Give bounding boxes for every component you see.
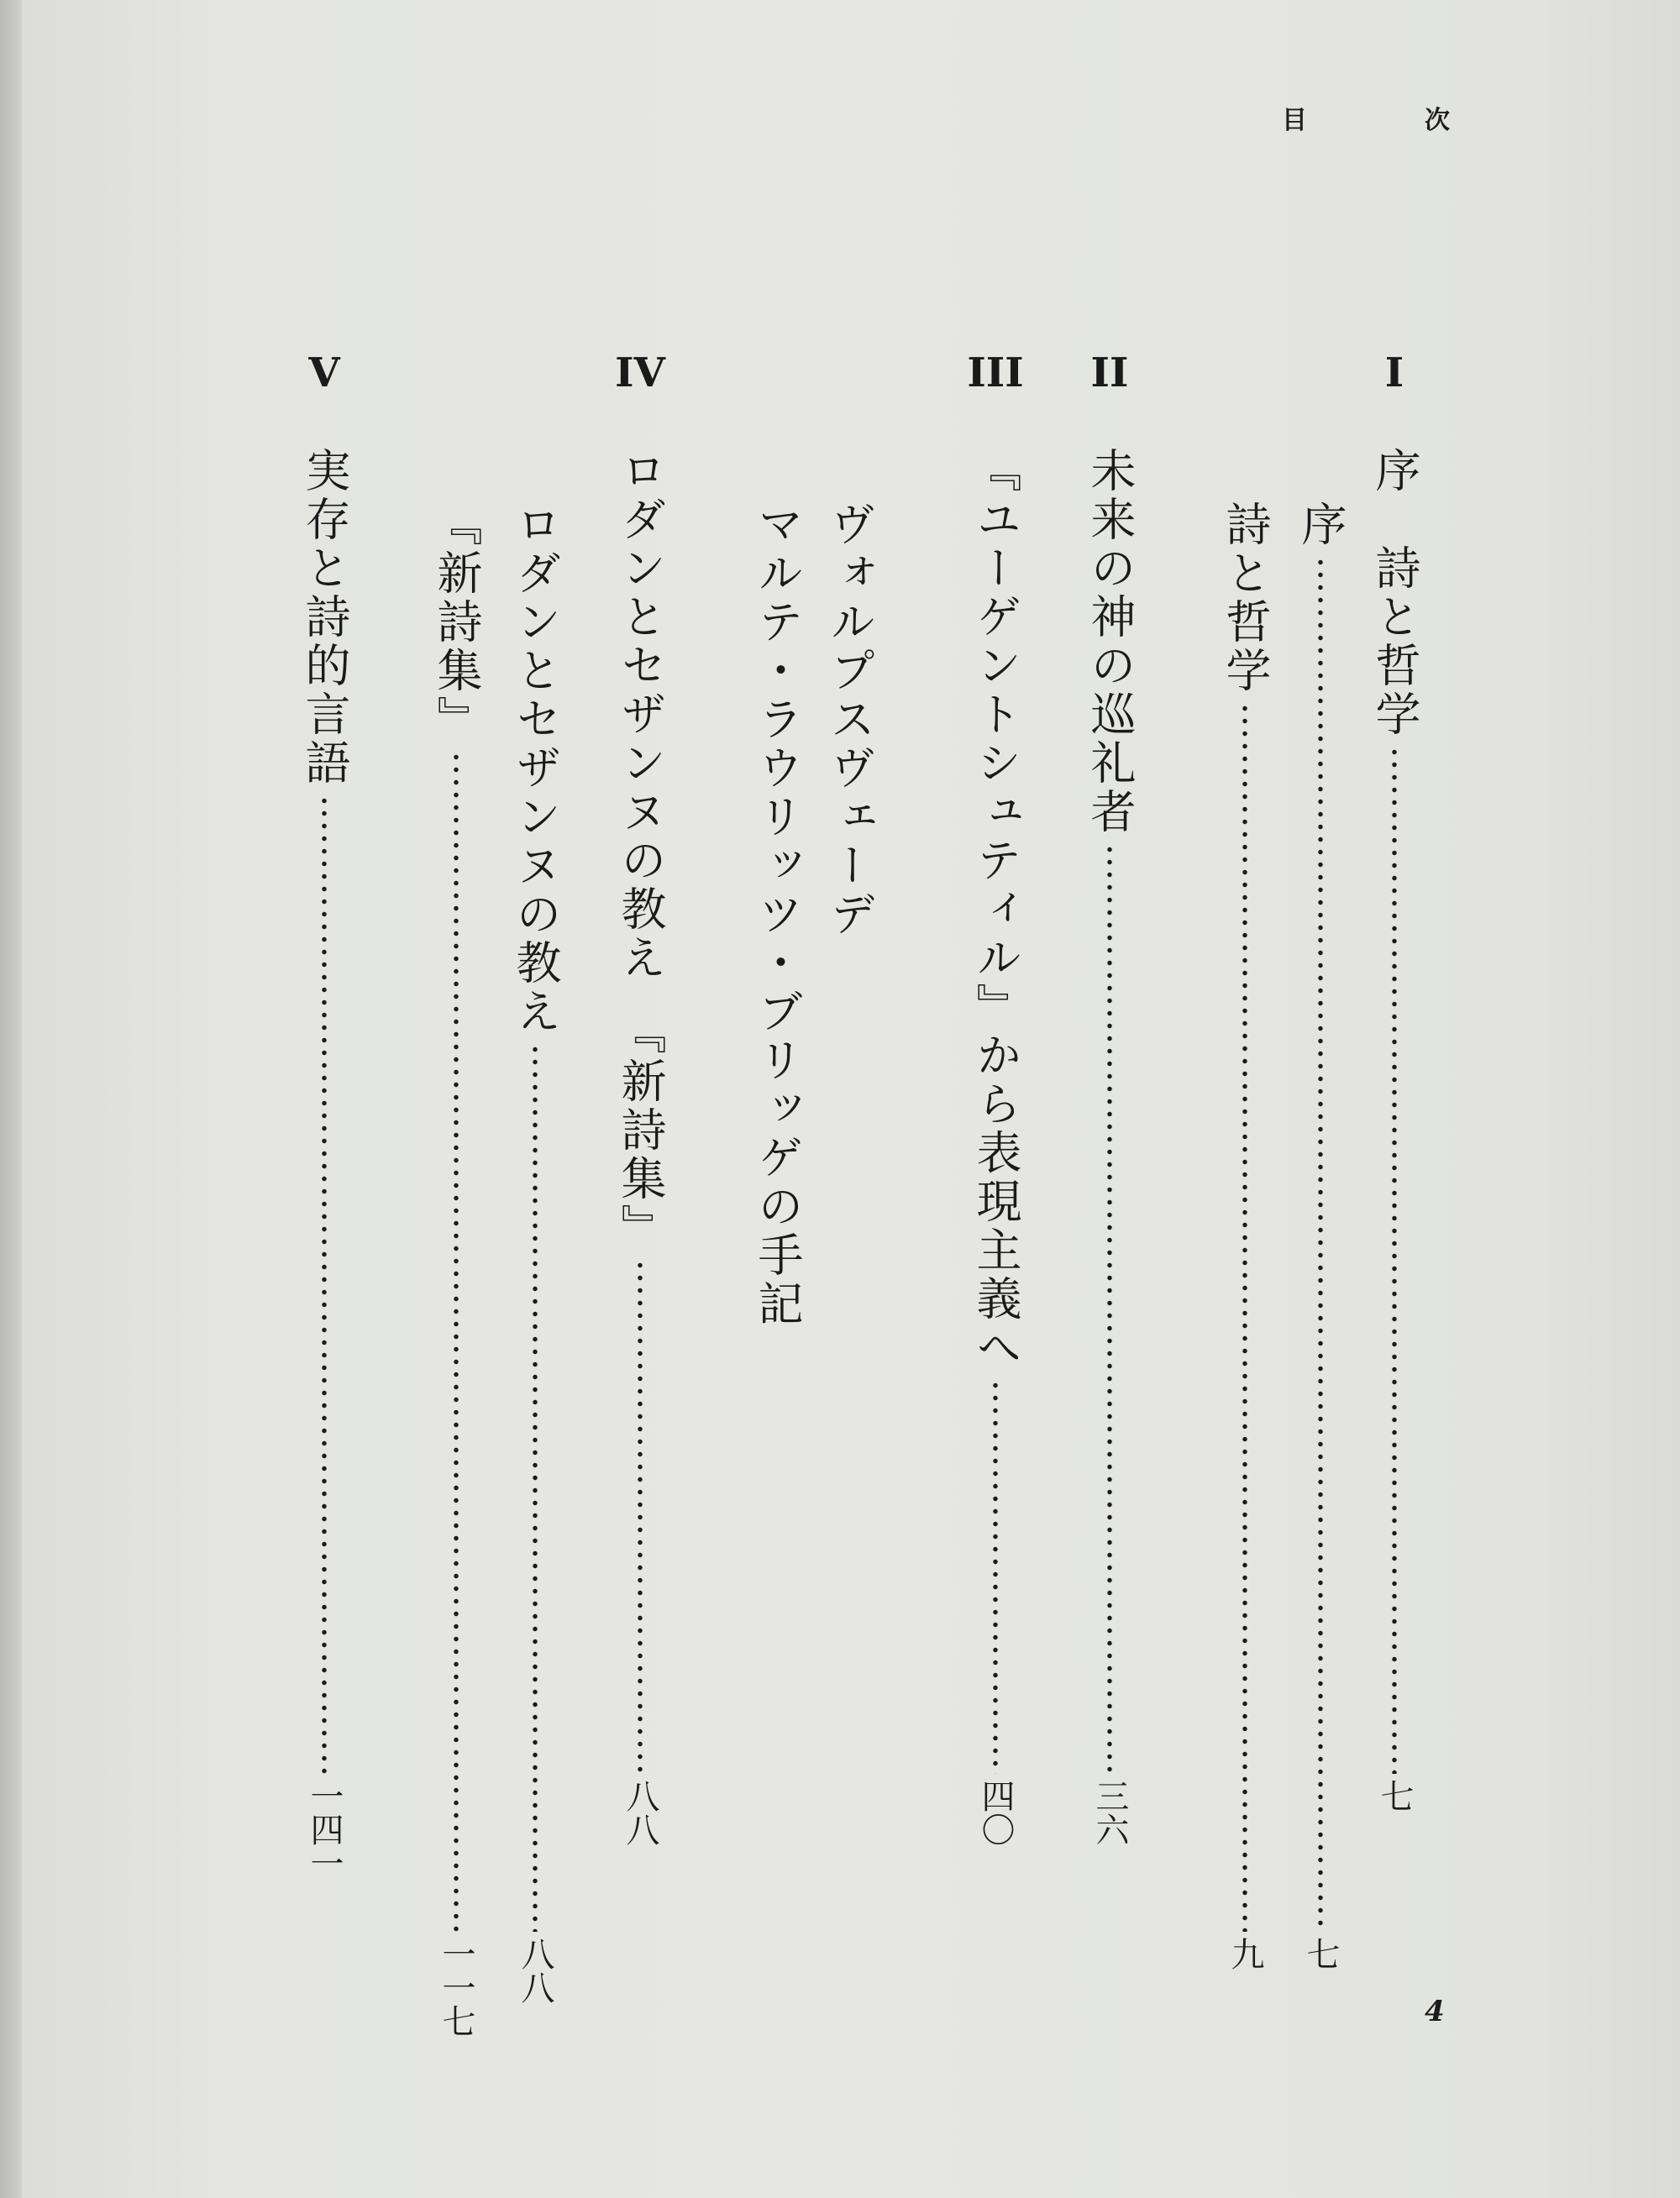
section-title: 『新詩集』 bbox=[430, 501, 483, 744]
book-spine-shadow bbox=[0, 0, 22, 2198]
page-ref: 八八 bbox=[516, 1937, 554, 2004]
page-ref: 七 bbox=[1301, 1937, 1340, 1970]
page-ref: 四〇 bbox=[976, 1779, 1015, 1846]
toc-subentry bbox=[1291, 501, 1350, 1987]
chapter-numeral: V bbox=[308, 349, 340, 396]
dot-leader bbox=[532, 1043, 538, 1932]
toc-entry-4 bbox=[611, 343, 669, 1846]
toc-subentry bbox=[820, 501, 879, 939]
toc-subentry bbox=[1215, 501, 1274, 1987]
dot-leader bbox=[321, 795, 328, 1774]
toc-entry-3 bbox=[966, 343, 1025, 1846]
dot-leader bbox=[992, 1379, 999, 1774]
toc-entry-2 bbox=[1080, 343, 1139, 1846]
page-ref: 七 bbox=[1375, 1779, 1414, 1812]
book-page bbox=[22, 0, 1680, 2198]
chapter-numeral: II bbox=[1090, 349, 1129, 396]
dot-leader bbox=[1317, 556, 1324, 1932]
section-title: 詩と哲学 bbox=[1219, 501, 1272, 695]
running-head-char: 目 bbox=[1282, 106, 1307, 135]
section-title: ヴォルプスヴェーデ bbox=[823, 501, 876, 939]
page-number: 4 bbox=[1425, 1995, 1445, 2028]
section-title: ロダンとセザンヌの教え bbox=[509, 501, 562, 1036]
page-ref: 八八 bbox=[621, 1779, 659, 1846]
chapter-numeral: I bbox=[1384, 349, 1404, 396]
dot-leader bbox=[1242, 702, 1248, 1932]
dot-leader bbox=[637, 1259, 643, 1774]
dot-leader bbox=[1391, 746, 1398, 1774]
running-head bbox=[1282, 99, 1450, 136]
chapter-title: 未来の神の巡礼者 bbox=[1084, 447, 1137, 837]
toc-subentry bbox=[506, 501, 564, 2004]
running-head-char: 次 bbox=[1425, 106, 1450, 135]
toc-subentry bbox=[427, 501, 486, 2038]
dot-leader bbox=[453, 751, 459, 1932]
chapter-title: 序 詩と哲学 bbox=[1368, 447, 1421, 739]
section-title: マルテ・ラウリッツ・ブリッゲの手記 bbox=[751, 501, 804, 1329]
chapter-numeral: IV bbox=[615, 349, 665, 396]
chapter-title: ロダンとセザンヌの教え 『新詩集』 bbox=[614, 447, 667, 1252]
chapter-numeral: III bbox=[967, 349, 1024, 396]
dot-leader bbox=[1106, 843, 1113, 1774]
page-ref: 一四一 bbox=[305, 1779, 344, 1880]
page-ref: 九 bbox=[1226, 1937, 1264, 1970]
toc-entry-1 bbox=[1365, 343, 1424, 1829]
toc-subentry bbox=[748, 501, 806, 1329]
page-ref: 一一七 bbox=[437, 1937, 475, 2038]
chapter-title: 実存と詩的言語 bbox=[298, 447, 351, 788]
page-ref: 三六 bbox=[1090, 1779, 1129, 1846]
toc-entry-5 bbox=[295, 343, 354, 1880]
chapter-title: 『ユーゲントシュティル』から表現主義へ bbox=[969, 447, 1022, 1372]
section-title: 序 bbox=[1294, 501, 1347, 549]
